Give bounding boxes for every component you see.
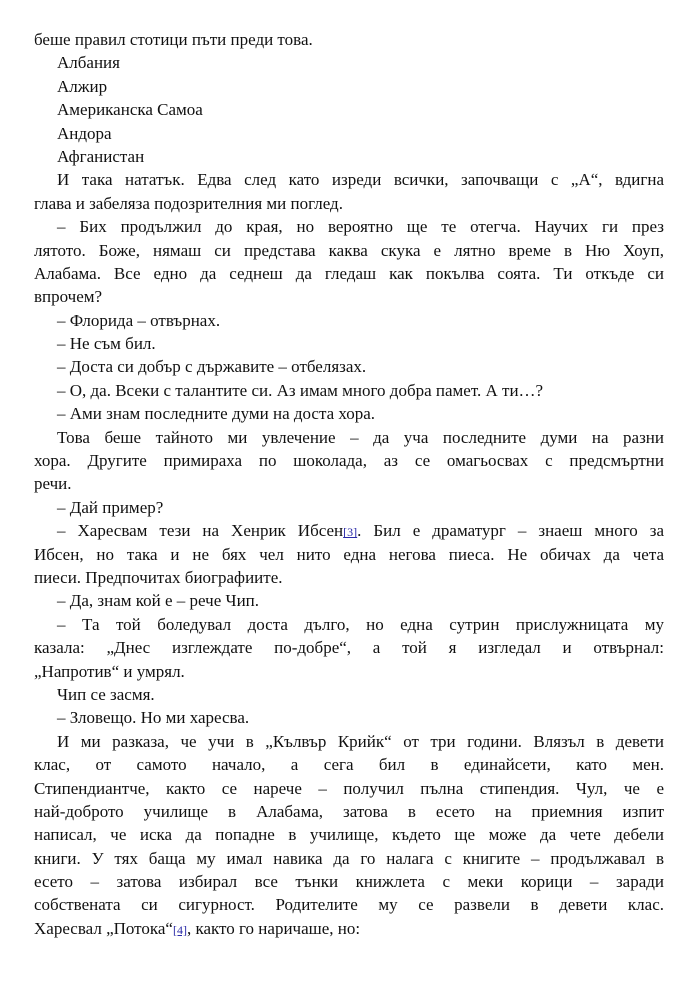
text-line: И така нататък. Едва след като изреди всички, започващи с „А“, вдигна [57,170,664,190]
text-line: пиеси. Предпочитах биографиите. [34,567,283,587]
text-line: книги. У тях баща му имал навика да го налага с книгите – продължавал в [34,848,664,868]
text-line: – Зловещо. Но ми харесва. [57,708,250,728]
text-line: Алабама. Все едно да седнеш да гледаш как покълва соята. Ти откъде си [34,263,664,283]
text-line: – Дай пример? [57,497,164,517]
text-line: Ибсен, но така и не бях чел нито една негова пиеса. Не обичах да чета [34,544,664,564]
text-line: Чип се засмя. [57,684,155,704]
list-item-country: Алжир [57,76,108,96]
text-line: Стипендиантче, както се нарече – получил пълна стипендия. Чул, че е [34,778,664,798]
footnote-link[interactable]: [4] [172,922,187,937]
text-line-with-footnote [34,917,664,940]
text-line-with-footnote [34,519,664,542]
text-line: – Ами знам последните думи на доста хора. [57,404,376,424]
text-line: речи. [34,474,72,494]
text-line: – Бих продължил до края, но вероятно ще те отегча. Научих ги през [57,217,664,237]
text-line: казала: „Днес изглеждате по-добре“, а той я изгледал и отвърнал: [34,638,664,658]
text-line: най-доброто училище в Алабама, затова в есето на приемния изпит [34,801,664,821]
text-line: И ми разказа, че учи в „Кълвър Крийк“ от три години. Влязъл в девети [57,731,664,751]
text-fragment: Харесвал „Потока“ [34,918,173,938]
text-line: хора. Другите примираха по шоколада, аз се омагьосвах с предсмъртни [34,451,664,471]
footnote-link[interactable]: [3] [343,525,358,540]
text-line: „Напротив“ и умрял. [34,661,185,681]
text-line: лятото. Боже, нямаш си представа каква скука е лятно време в Ню Хоуп, [34,240,664,260]
book-page [34,28,664,940]
text-line: – О, да. Всеки с талантите си. Аз имам много добра памет. А ти…? [57,380,544,400]
text-line: клас, от самото начало, а сега бил в единайсети, като мен. [34,755,664,775]
text-line: беше правил стотици пъти преди това. [34,30,313,49]
text-fragment: . Бил е драматург – знаеш много за [357,521,664,541]
list-item-country: Американска Самоа [57,100,203,120]
text-line: – Да, знам кой е – рече Чип. [57,591,260,611]
text-line: – Та той боледувал доста дълго, но една сутрин прислужницата му [57,614,664,634]
list-item-country: Албания [57,53,120,73]
text-line: Това беше тайното ми увлечение – да уча последните думи на разни [57,427,664,447]
text-fragment: , както го наричаше, но: [186,918,361,938]
text-line: – Доста си добър с държавите – отбелязах. [57,357,367,377]
list-item-country: Афганистан [57,146,145,166]
text-line: написал, че иска да попадне в училище, където ще може да чете дебели [34,825,664,845]
text-line: – Не съм бил. [57,334,156,354]
text-line: впрочем? [34,287,103,307]
text-line: собствената си сигурност. Родителите му се развели в девети клас. [34,895,664,915]
text-line: – Флорида – отвърнах. [57,310,221,330]
text-line: глава и забеляза подозрителния ми поглед. [34,193,343,213]
text-line: есето – затова избирал все тънки книжлета с меки корици – заради [34,872,664,892]
list-item-country: Андора [57,123,112,143]
text-fragment: – Харесвам тези на Хенрик Ибсен [57,521,344,541]
